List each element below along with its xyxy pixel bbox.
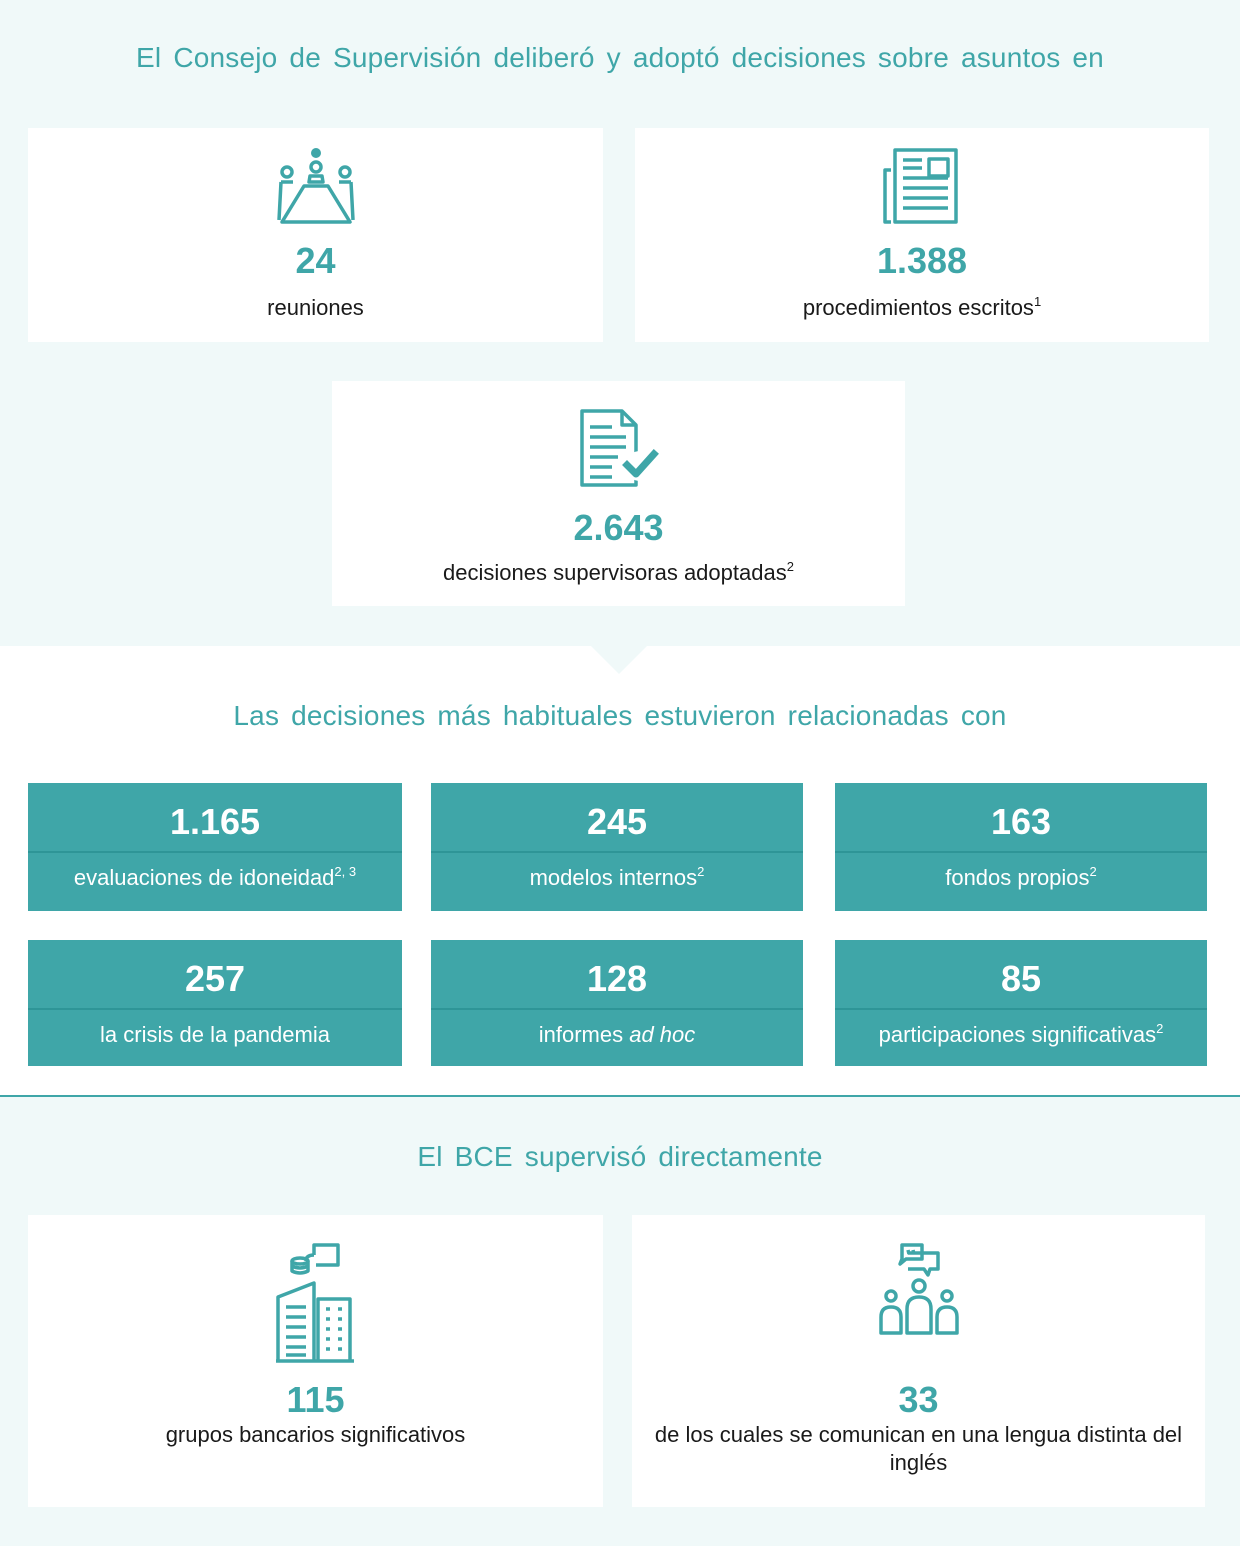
section-pointer-arrow [591, 646, 647, 674]
non-english-banks-number: 33 [898, 1379, 939, 1420]
tile-label: modelos internos$^2$ [529, 864, 705, 890]
tile-separator [431, 851, 803, 853]
written-procedures-number: 1.388 [876, 240, 968, 281]
supervisory-decisions-label: decisiones supervisoras adoptadas$^2$ [443, 559, 794, 585]
meetings-number: 24 [295, 240, 336, 281]
written-procedures-label: procedimientos escritos$^1$ [802, 294, 1042, 320]
tile-number: 257 [184, 958, 246, 999]
document-check-icon [578, 407, 660, 489]
meetings-label: reuniones [267, 295, 364, 320]
tile-number: 85 [1000, 958, 1042, 999]
tile-number: 128 [586, 958, 648, 999]
tile-number: 245 [586, 801, 648, 842]
tile-own-funds [835, 783, 1207, 911]
footnote-ref: 2 [1089, 864, 1097, 879]
tile-separator [28, 1008, 402, 1010]
non-english-banks-card [632, 1215, 1205, 1507]
tile-number: 1.165 [169, 801, 261, 842]
tile-label: evaluaciones de idoneidad$^{2, 3}$ [73, 864, 357, 890]
bank-buildings-icon [274, 1241, 358, 1363]
tile-fit-and-proper [28, 783, 402, 911]
non-english-banks-label: de los cuales se comunican en una lengua distinta del inglés [654, 1422, 1183, 1475]
footnote-ref: 2 [1156, 1021, 1164, 1036]
tile-qualifying-holdings [835, 940, 1207, 1066]
supervisory-decisions-card [332, 381, 905, 606]
tile-separator [28, 851, 402, 853]
tile-label: la crisis de la pandemia [100, 1022, 330, 1047]
tile-label: participaciones significativas$^2$ [878, 1021, 1164, 1047]
meetings-card [28, 128, 603, 342]
tile-label: fondos propios$^2$ [945, 864, 1097, 890]
tile-separator [835, 1008, 1207, 1010]
tile-separator [835, 851, 1207, 853]
tile-pandemic-crisis [28, 940, 402, 1066]
section3-heading: El BCE supervisó directamente [417, 1141, 823, 1172]
footnote-ref: 1 [1033, 294, 1042, 309]
tile-ad-hoc-reports [431, 940, 803, 1066]
footnote-ref: 2 [786, 559, 794, 574]
significant-banks-label: grupos bancarios significativos [165, 1422, 466, 1447]
written-procedures-card [635, 128, 1209, 342]
footnote-ref: 2 [697, 864, 705, 879]
section2-heading: Las decisiones más habituales estuvieron relacionadas con [233, 700, 1007, 731]
meeting-table-icon [276, 146, 356, 226]
supervisory-decisions-number: 2.643 [573, 507, 664, 548]
people-speech-icon [878, 1241, 960, 1337]
tile-internal-models [431, 783, 803, 911]
significant-banks-number: 115 [286, 1379, 345, 1420]
section1-heading: El Consejo de Supervisión deliberó y adoptó decisiones sobre asuntos en [136, 42, 1104, 73]
newspaper-document-icon [882, 146, 962, 226]
tile-label: informes ad hoc [538, 1022, 696, 1047]
footnote-ref: 2, 3 [334, 864, 357, 879]
tile-number: 163 [990, 801, 1052, 842]
tile-separator [431, 1008, 803, 1010]
significant-banks-card [28, 1215, 603, 1507]
